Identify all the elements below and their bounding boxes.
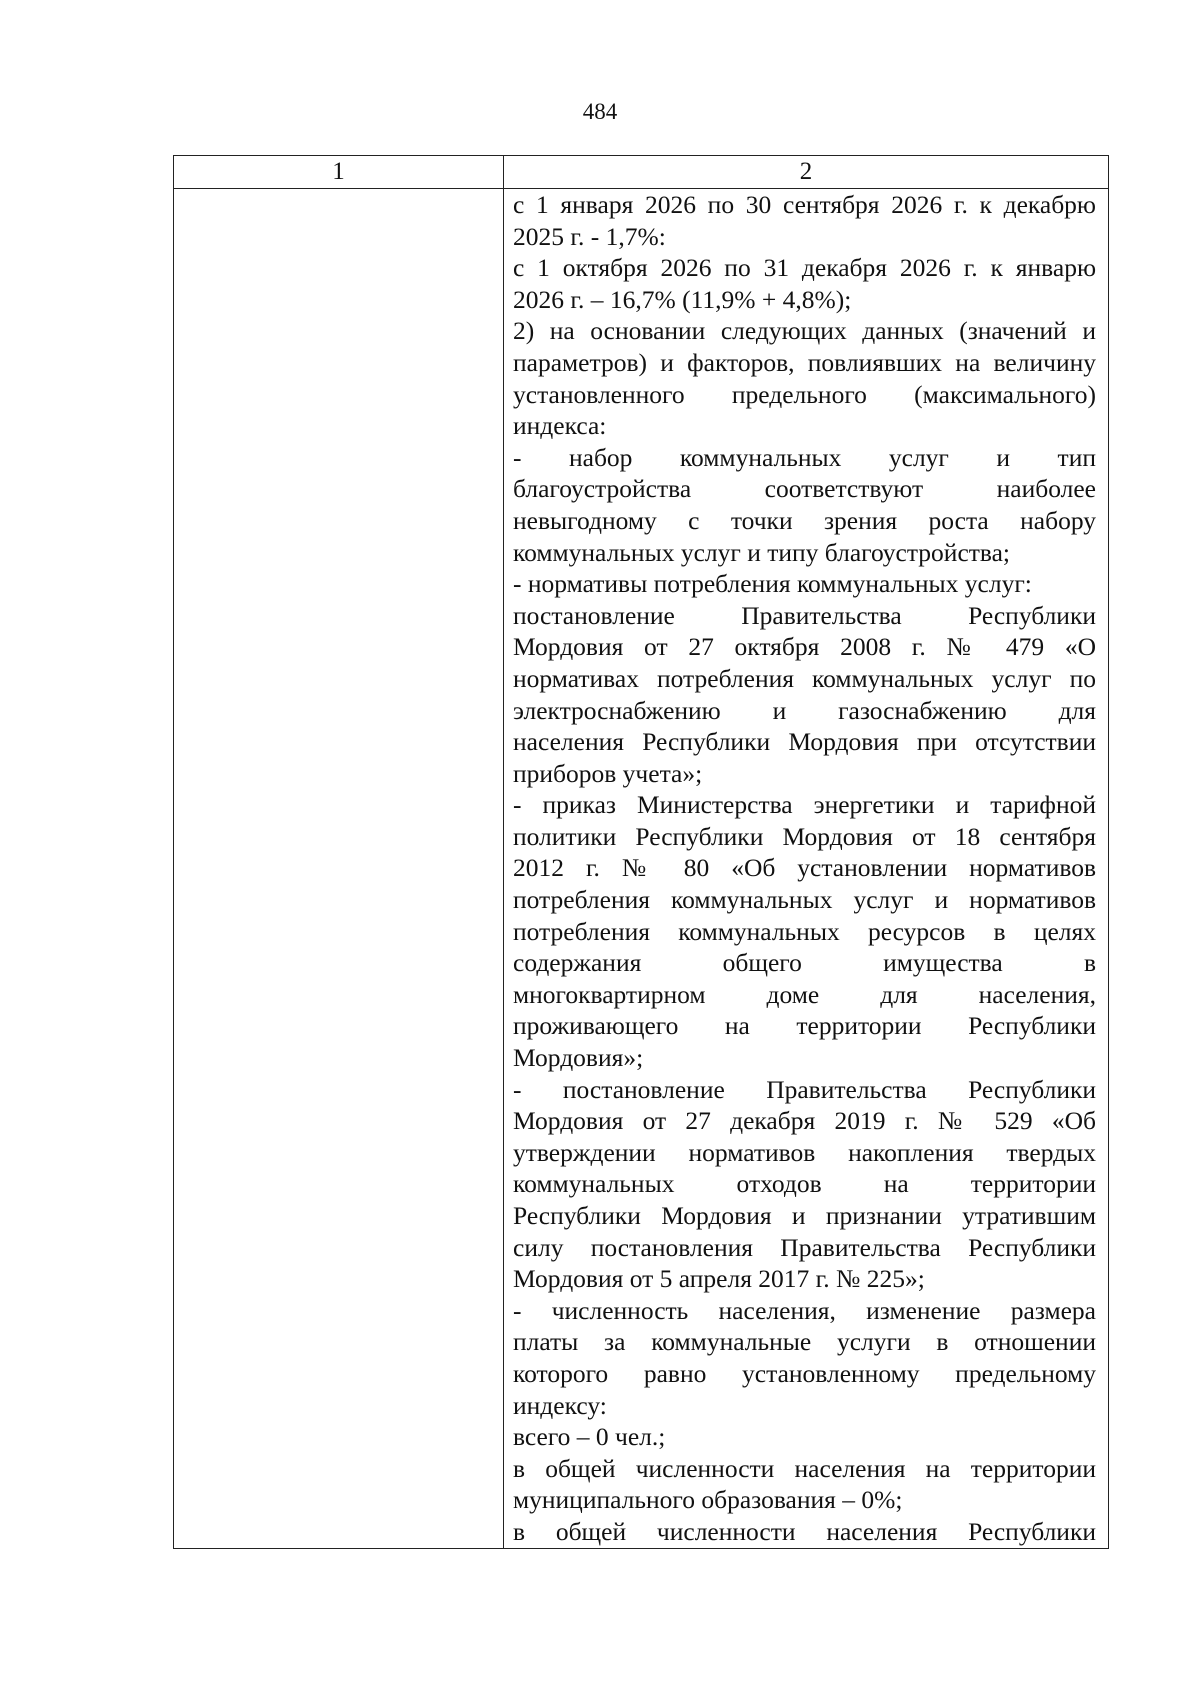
text-line: - набор коммунальных услуг и тип: [513, 442, 1096, 472]
text-line: всего – 0 чел.;: [513, 1422, 666, 1452]
text-line: населения Республики Мордовия при отсутствии: [513, 727, 1096, 757]
text-line: индекса:: [513, 411, 607, 441]
text-line: 2025 г. - 1,7%:: [513, 221, 666, 251]
text-line: Мордовия от 27 декабря 2019 г. № 529 «Об: [513, 1106, 1096, 1136]
text-line: муниципального образования – 0%;: [513, 1485, 903, 1515]
text-line: приборов учета»;: [513, 758, 703, 788]
text-line: с 1 октября 2026 по 31 декабря 2026 г. к январю: [513, 253, 1096, 283]
text-line: электроснабжению и газоснабжению для: [513, 695, 1096, 725]
page-number: 484: [582, 99, 618, 124]
text-line: индексу:: [513, 1390, 607, 1420]
text-line: в общей численности населения Республики: [513, 1516, 1096, 1546]
table-header-row: [174, 156, 1109, 189]
text-line: политики Республики Мордовия от 18 сентября: [513, 821, 1096, 851]
text-line: которого равно установленному предельному: [513, 1358, 1096, 1388]
text-line: силу постановления Правительства Республики: [513, 1232, 1096, 1262]
text-line: 2012 г. № 80 «Об установлении нормативов: [513, 853, 1096, 883]
text-lines: [513, 189, 1096, 1548]
text-line: коммунальных услуг и типу благоустройства;: [513, 537, 1011, 567]
table-row: [174, 189, 1109, 1549]
column-2-cell: [504, 189, 1109, 1549]
text-line: Мордовия от 5 апреля 2017 г. № 225»;: [513, 1264, 925, 1294]
text-line: потребления коммунальных услуг и нормативов: [513, 885, 1096, 915]
column-header-1: 1: [174, 156, 504, 189]
document-table: [173, 155, 1109, 1549]
text-line: коммунальных отходов на территории: [513, 1169, 1096, 1199]
text-line: постановление Правительства Республики: [513, 600, 1096, 630]
text-line: содержания общего имущества в: [513, 948, 1096, 978]
text-line: в общей численности населения на территории: [513, 1453, 1096, 1483]
column-1-cell: [174, 189, 504, 1549]
column-header-2: 2: [504, 156, 1109, 189]
text-line: Республики Мордовия и признании утратившим: [513, 1201, 1096, 1230]
text-line: проживающего на территории Республики: [513, 1011, 1096, 1041]
text-line: благоустройства соответствуют наиболее: [513, 474, 1096, 504]
text-line: Мордовия»;: [513, 1043, 644, 1073]
text-line: 2) на основании следующих данных (значений и: [513, 316, 1096, 346]
text-line: - численность населения, изменение размера: [513, 1295, 1096, 1325]
text-line: утверждении нормативов накопления твердых: [513, 1137, 1096, 1167]
text-line: параметров) и факторов, повлиявших на величину: [513, 347, 1096, 377]
text-line: многоквартирном доме для населения,: [513, 979, 1096, 1009]
text-line: - нормативы потребления коммунальных услуг:: [513, 569, 1032, 599]
text-line: платы за коммунальные услуги в отношении: [513, 1327, 1096, 1357]
text-line: нормативах потребления коммунальных услуг по: [513, 663, 1096, 693]
text-line: - постановление Правительства Республики: [513, 1074, 1096, 1104]
text-line: невыгодному с точки зрения роста набору: [513, 505, 1096, 535]
text-line: 2026 г. – 16,7% (11,9% + 4,8%);: [513, 284, 852, 314]
text-line: Мордовия от 27 октября 2008 г. № 479 «О: [513, 632, 1096, 662]
text-line: установленного предельного (максимального): [513, 379, 1096, 409]
text-line: - приказ Министерства энергетики и тарифной: [513, 790, 1096, 820]
text-line: потребления коммунальных ресурсов в целях: [513, 916, 1096, 946]
text-line: с 1 января 2026 по 30 сентября 2026 г. к декабрю: [513, 190, 1096, 219]
